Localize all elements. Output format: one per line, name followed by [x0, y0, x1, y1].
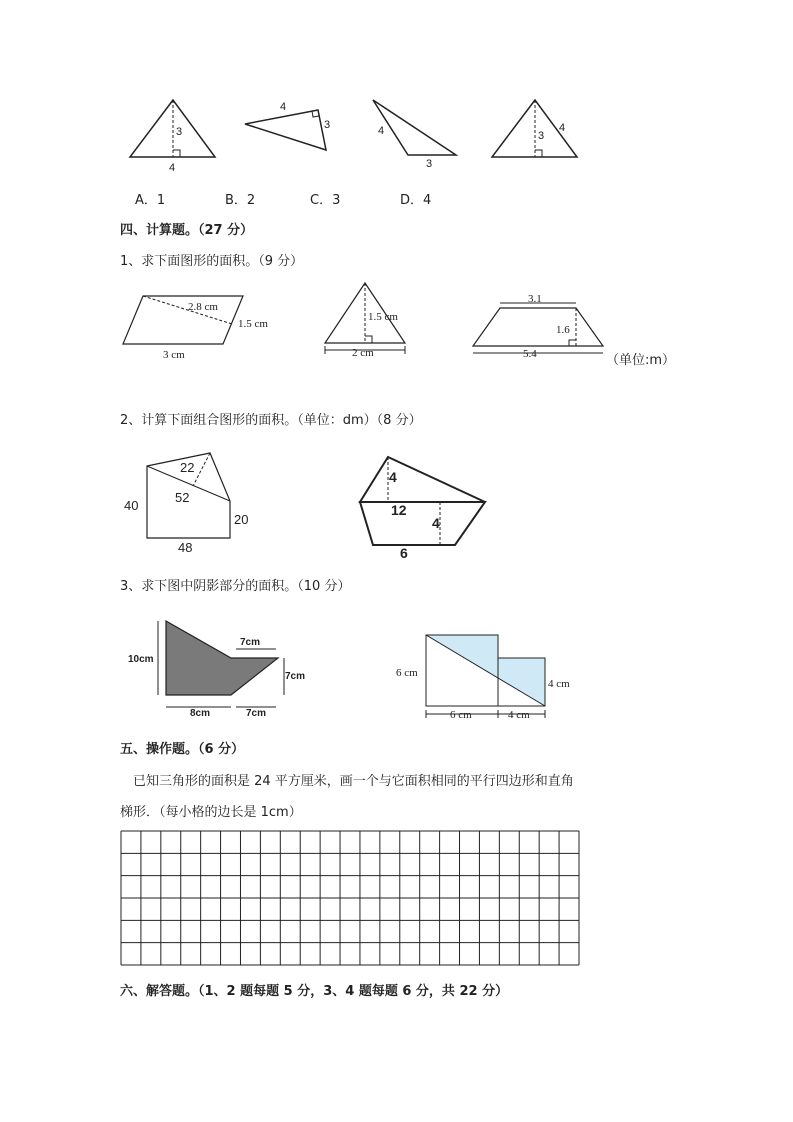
q2f2-h2-label: 4: [432, 515, 440, 531]
triangle-figure-1: [125, 95, 220, 175]
composite-figure-1: [120, 448, 265, 558]
q3-text: 3、求下图中阴影部分的面积。（10 分）: [120, 579, 351, 594]
q3f2-b1-label: 6 cm: [450, 709, 472, 721]
q1f3-unit: （单位:m）: [606, 353, 676, 368]
q1f3-top-label: 3.1: [528, 293, 542, 305]
section4-title: 四、计算题。（27 分）: [120, 223, 254, 238]
option-a: A．1: [135, 193, 166, 208]
t4-height-label: 3: [538, 130, 545, 142]
t1-base-label: 4: [169, 162, 176, 174]
q3f2-right-label: 4 cm: [548, 678, 570, 690]
q2f1-right-label: 20: [234, 512, 249, 527]
drawing-grid[interactable]: [120, 830, 580, 966]
q2f2-mid-label: 12: [391, 502, 407, 518]
q1f3-base-label: 5.4: [523, 348, 537, 360]
composite-figure-2: [355, 452, 505, 562]
q3f2-left-label: 6 cm: [396, 667, 418, 679]
q3f2-b2-label: 4 cm: [508, 709, 530, 721]
q1f1-base-label: 3 cm: [163, 349, 185, 361]
q1f3-height-label: 1.6: [556, 324, 570, 336]
q1f1-diag-label: 2.8 cm: [188, 301, 218, 313]
q1-text: 1、求下面图形的面积。（9 分）: [120, 254, 304, 269]
q2f1-b-label: 52: [175, 490, 190, 505]
shaded-figure-1: [128, 615, 306, 720]
q2f1-left-label: 40: [124, 498, 139, 513]
triangle-figure-3: [368, 96, 463, 171]
t1-height-label: 3: [176, 126, 183, 138]
option-b: B．2: [225, 193, 256, 208]
section5-title: 五、操作题。（6 分）: [120, 742, 245, 757]
q2f2-bottom-label: 6: [400, 545, 408, 561]
option-d: D．4: [400, 193, 432, 208]
section5-line2: 梯形．（每小格的边长是 1cm）: [120, 805, 302, 820]
t2-top-label: 4: [280, 101, 287, 113]
t3-bottom-label: 3: [426, 158, 433, 170]
t3-left-label: 4: [378, 125, 385, 137]
q1f2-base-label: 2 cm: [352, 347, 374, 359]
triangle-figure-2: [240, 98, 340, 158]
q1f2-height-label: 1.5 cm: [368, 311, 398, 323]
q3f1-right-label: 7cm: [285, 671, 306, 682]
option-c: C．3: [310, 193, 341, 208]
triangle-area-figure: [320, 280, 420, 360]
q2f1-bottom-label: 48: [178, 540, 193, 555]
t2-side-label: 3: [324, 119, 331, 131]
triangle-figure-4: [487, 95, 582, 165]
q2f1-a-label: 22: [180, 460, 195, 475]
t4-side-label: 4: [559, 122, 566, 134]
section5-line1: 已知三角形的面积是 24 平方厘米，画一个与它面积相同的平行四边形和直角: [133, 774, 574, 789]
q3f1-b1-label: 8cm: [190, 708, 211, 719]
q3f1-top-label: 7cm: [240, 637, 261, 648]
q1f1-height-label: 1.5 cm: [238, 318, 268, 330]
shaded-figure-2: [393, 630, 583, 725]
q2-text: 2、计算下面组合图形的面积。（单位：dm）（8 分）: [120, 413, 422, 428]
parallelogram-figure: [118, 292, 278, 362]
q2f2-h1-label: 4: [389, 469, 397, 485]
q3f1-b2-label: 7cm: [246, 708, 267, 719]
q3f1-h-label: 10cm: [128, 654, 154, 665]
section6-title: 六、解答题。（1、2 题每题 5 分，3、4 题每题 6 分，共 22 分）: [120, 984, 509, 999]
